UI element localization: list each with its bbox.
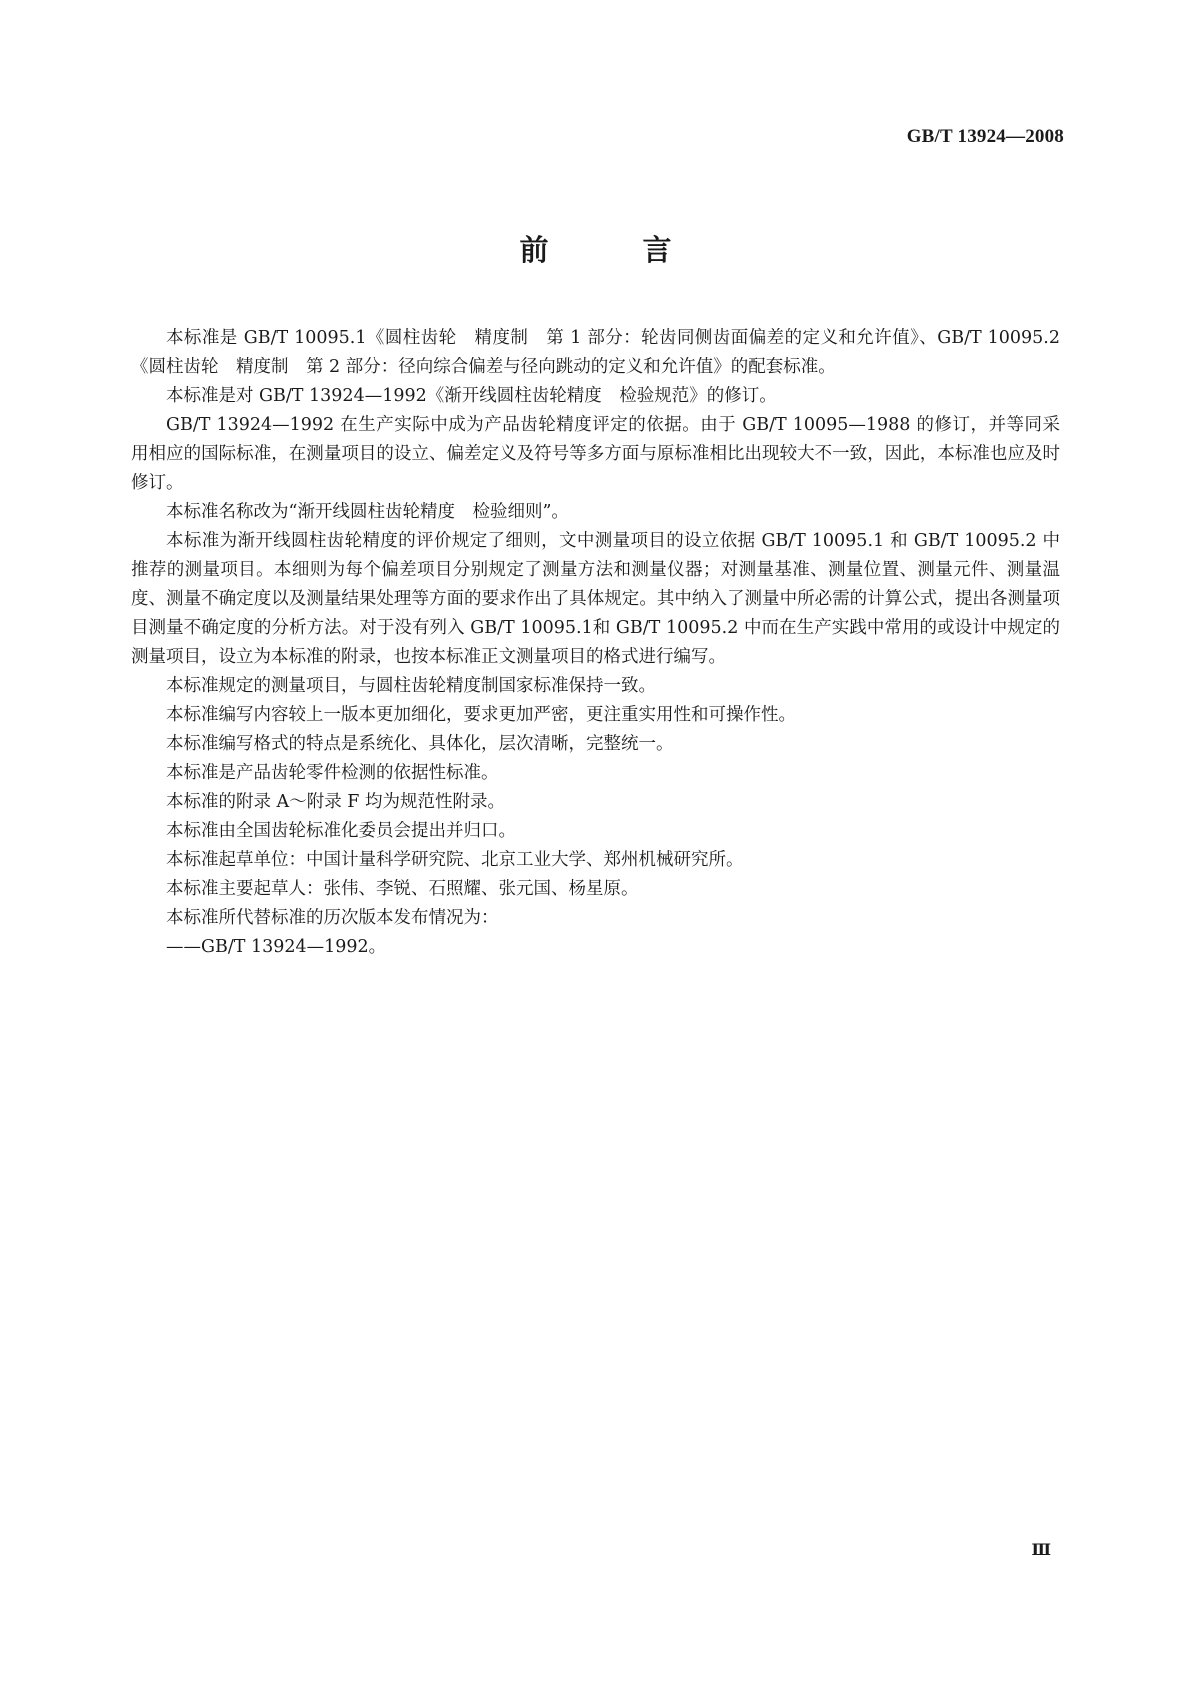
page-number: Ⅲ — [1031, 1542, 1051, 1559]
page-title: 前 言 — [519, 233, 714, 267]
foreword-body — [131, 324, 1060, 962]
paragraph: 本标准规定的测量项目，与圆柱齿轮精度制国家标准保持一致。 — [166, 676, 656, 696]
paragraph: 本标准的附录 A～附录 F 均为规范性附录。 — [166, 792, 505, 812]
replaced-standard-item: ——GB/T 13924—1992。 — [166, 937, 387, 957]
paragraph: 本标准所代替标准的历次版本发布情况为： — [166, 908, 499, 928]
paragraph: 本标准编写内容较上一版本更加细化，要求更加严密，更注重实用性和可操作性。 — [166, 705, 796, 725]
paragraph: 本标准是对 GB/T 13924—1992《渐开线圆柱齿轮精度 检验规范》的修订。 — [166, 386, 777, 406]
paragraph: 本标准是 GB/T 10095.1《圆柱齿轮 精度制 第 1 部分：轮齿同侧齿面偏差的定义和允许值》、GB/T 10095.2《圆柱齿轮 精度制 第 2 部分：径向综合偏差与径向跳动的定义和允许值》的配套标准。 — [131, 328, 1060, 377]
paragraph: 本标准起草单位：中国计量科学研究院、北京工业大学、郑州机械研究所。 — [166, 850, 744, 870]
standard-code: GB/T 13924—2008 — [906, 126, 1064, 147]
paragraph: 本标准主要起草人：张伟、李锐、石照耀、张元国、杨星原。 — [166, 879, 639, 899]
paragraph: 本标准名称改为“渐开线圆柱齿轮精度 检验细则”。 — [166, 502, 569, 522]
paragraph: GB/T 13924—1992 在生产实际中成为产品齿轮精度评定的依据。由于 GB/T 10095—1988 的修订，并等同采用相应的国际标准，在测量项目的设立、偏差定义及符号等多方面与原标准相比出现较大不一致，因此，本标准也应及时修订。 — [131, 415, 1060, 493]
paragraph: 本标准是产品齿轮零件检测的依据性标准。 — [166, 763, 499, 783]
paragraph: 本标准由全国齿轮标准化委员会提出并归口。 — [166, 821, 516, 841]
paragraph: 本标准编写格式的特点是系统化、具体化，层次清晰，完整统一。 — [166, 734, 674, 754]
paragraph: 本标准为渐开线圆柱齿轮精度的评价规定了细则，文中测量项目的设立依据 GB/T 10095.1 和 GB/T 10095.2 中推荐的测量项目。本细则为每个偏差项目分别规定了测量方法和测量仪器；对测量基准、测量位置、测量元件、测量温度、测量不确定度以及测量结果处理等方面的要求作出了具体规定。其中纳入了测量中所必需的计算公式，提出各测量项目测量不确定度的分析方法。对于没有列入 GB/T 10095.1和 GB/T 10095.2 中而在生产实践中常用的或设计中规定的测量项目，设立为本标准的附录，也按本标准正文测量项目的格式进行编写。 — [131, 531, 1060, 667]
